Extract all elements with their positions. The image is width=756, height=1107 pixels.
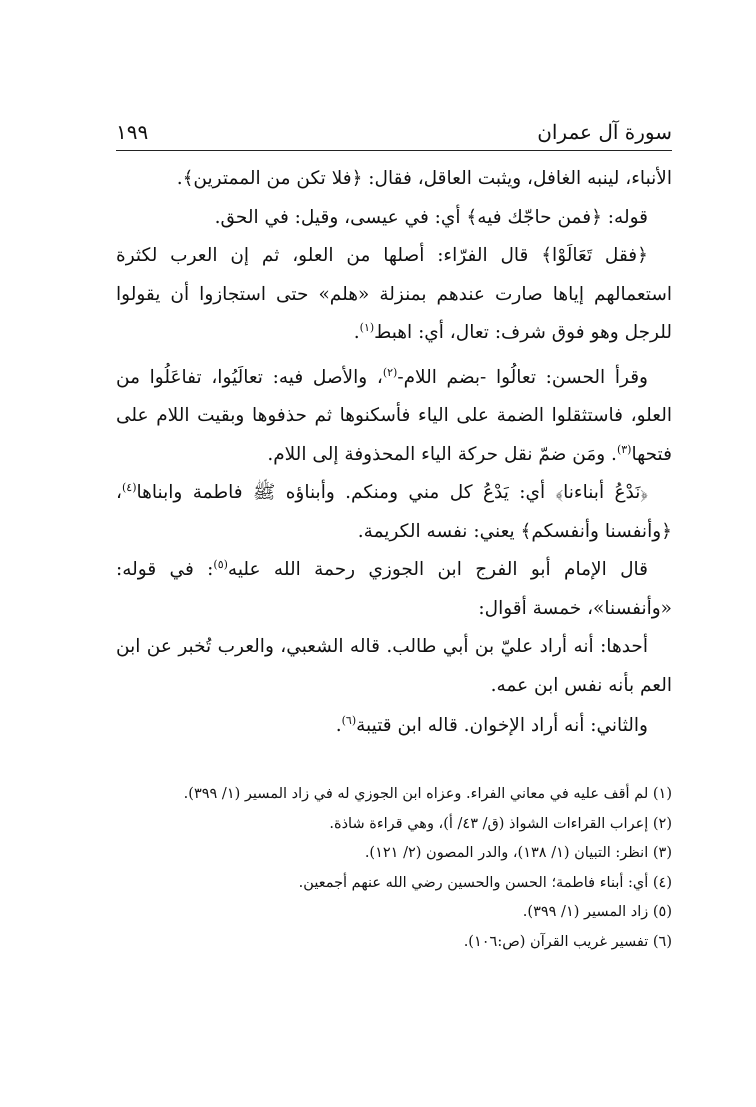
footnote-2: (٢) إعراب القراءات الشواذ (ق/ ٤٣/ أ)، وهي قراءة شاذة.: [329, 815, 672, 832]
paragraph-6: قال الإمام أبو الفرج ابن الجوزي رحمة الله عليه$^{(٥)}$: في قوله: «وأنفسنا»، خمسة أقوال:: [116, 557, 672, 619]
page-number: ١٩٩: [116, 120, 149, 144]
main-text: [116, 160, 672, 746]
running-header: [116, 118, 672, 152]
footnote-ref-1[interactable]: (١): [359, 320, 375, 334]
footnote-4: (٤) أي: أبناء فاطمة؛ الحسن والحسين رضي الله عنهم أجمعين.: [298, 874, 672, 891]
paragraph-4: وقرأ الحسن: تعالُوا -بضم اللام-$^{(٢)}$، والأصل فيه: تعالَيُوا، تفاعَلُوا من العلو، فاستثقلوا الضمة على الياء فأسكنوها ثم حذفوها وبقيت اللام على فتحها$^{(٣)}$. ومَن ضمّ نقل حركة الياء المحذوفة إلى اللام.: [116, 365, 672, 465]
surah-title: سورة آل عمران: [537, 120, 672, 144]
paragraph-3: ﴿فقل تَعَالَوْا﴾ قال الفرّاء: أصلها من العلو، ثم إن العرب لكثرة استعمالهم إياها صارت عندهم بمنزلة «هلم» حتى استجازوا أن يقولوا للرجل وهو فوق شرف: تعال، أي: اهبط$^{(١)}$.: [116, 245, 672, 343]
footnote-1: (١) لم أقف عليه في معاني الفراء. وعزاه ابن الجوزي له في زاد المسير (١/ ٣٩٩).: [183, 786, 672, 802]
paragraph-2: قوله: ﴿فمن حاجّك فيه﴾ أي: في عيسى، وقيل: في الحق.: [214, 206, 648, 228]
paragraph-8: والثاني: أنه أراد الإخوان. قاله ابن قتيبة$^{(٦)}$.: [335, 713, 648, 736]
footnote-3: (٣) انظر: التبيان (١/ ١٣٨)، والدر المصون (٢/ ١٢١).: [364, 845, 672, 861]
footnote-ref-5[interactable]: (٥): [213, 557, 228, 571]
footnote-ref-3[interactable]: (٣): [616, 442, 632, 456]
footnote-5: (٥) زاد المسير (١/ ٣٩٩).: [522, 904, 672, 920]
paragraph-1: الأنباء، لينبه الغافل، ويثبت العاقل، فقال: ﴿فلا تكن من الممترين﴾.: [176, 168, 672, 189]
header-divider: [116, 150, 672, 151]
paragraph-5: ﴿نَدْعُ أبناءنا﴾ أي: يَدْعُ كل مني ومنكم. وأبناؤه ﷺ فاطمة وابناها$^{(٤)}$، ﴿وأنفسنا وأنفسكم﴾ يعني: نفسه الكريمة.: [116, 480, 672, 542]
footnote-ref-4[interactable]: (٤): [121, 480, 137, 494]
footnote-ref-6[interactable]: (٦): [341, 713, 357, 727]
paragraph-7: أحدها: أنه أراد عليّ بن أبي طالب. قاله الشعبي، والعرب تُخبر عن ابن العم بأنه نفس ابن عمه.: [116, 636, 672, 696]
footnote-ref-2[interactable]: (٢): [382, 365, 398, 379]
footnotes: [160, 780, 672, 957]
footnote-6: (٦) تفسير غريب القرآن (ص:١٠٦).: [463, 933, 672, 950]
